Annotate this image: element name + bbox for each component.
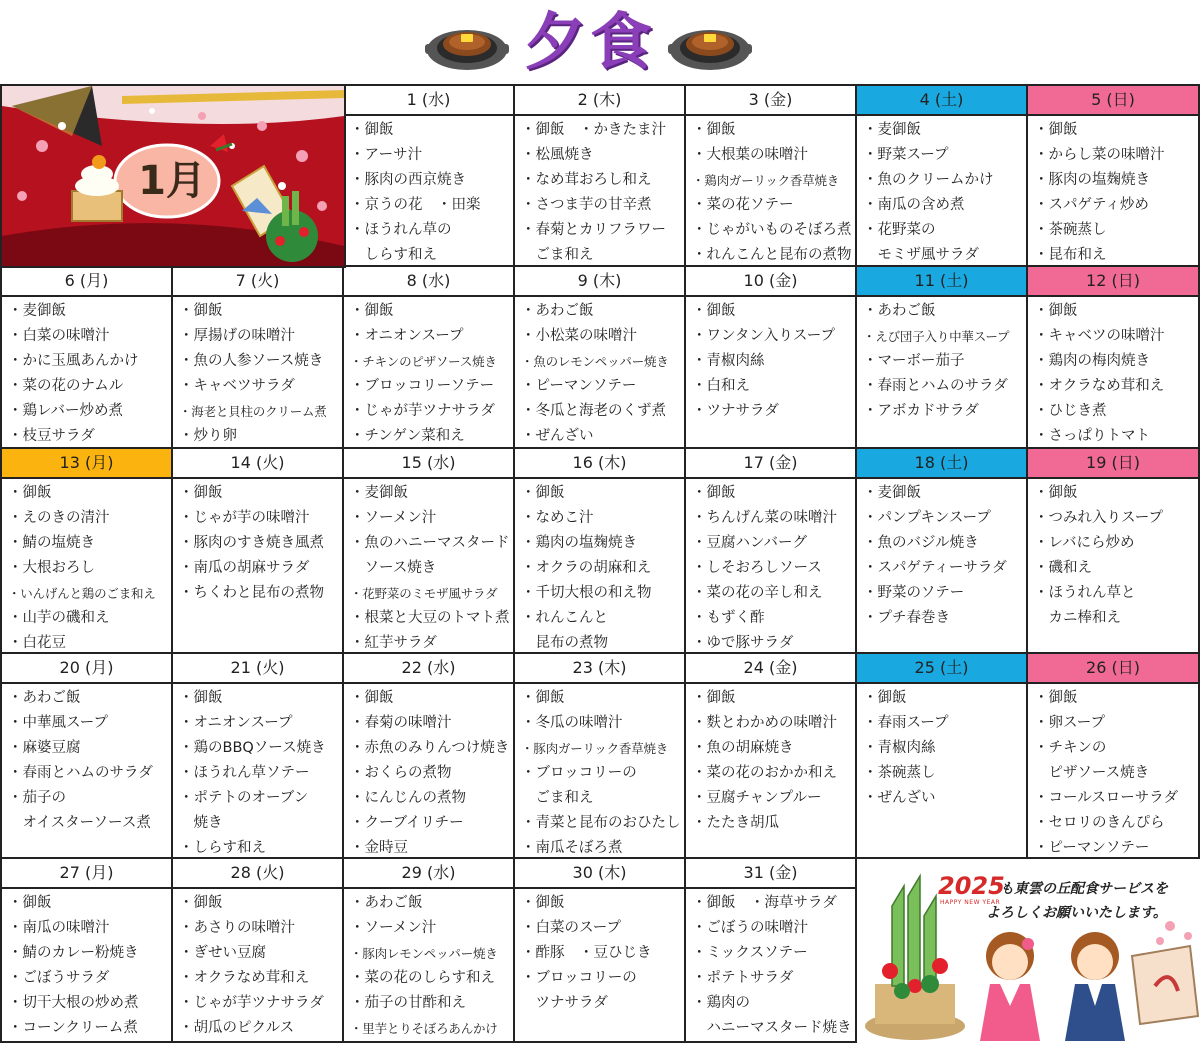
- day-header: 29 (水): [344, 859, 513, 889]
- menu-list: [686, 889, 855, 1041]
- day-header: 6 (月): [2, 267, 171, 297]
- day-header: 19 (日): [1028, 449, 1198, 479]
- greeting-message-line1: も東雲の丘配食サービスを: [1000, 881, 1168, 897]
- menu-item: ・麦御飯: [863, 122, 921, 138]
- menu-item: ・野菜のソテー: [863, 585, 965, 601]
- day-cell: [686, 449, 857, 654]
- day-cell: [2, 449, 173, 654]
- menu-item: ・豚肉ガーリック香草焼き: [521, 741, 669, 756]
- day-header: 5 (日): [1028, 86, 1198, 116]
- menu-item: ・御飯: [1034, 485, 1078, 501]
- menu-item: ・御飯: [350, 690, 394, 706]
- menu-item: ・魚の人参ソース焼き: [179, 353, 324, 369]
- greeting-message-line2: よろしくお願いいたします。: [986, 905, 1167, 921]
- menu-item: ・あわご飯: [8, 690, 81, 706]
- day-header: 27 (月): [2, 859, 171, 889]
- menu-item: ・ゆで豚サラダ: [692, 635, 794, 651]
- menu-item: ・なめ茸おろし和え: [521, 172, 652, 188]
- menu-item: ハニーマスタード焼き: [692, 1020, 852, 1036]
- menu-item: カニ棒和え: [1034, 610, 1121, 626]
- month-label: 1月: [138, 158, 206, 204]
- menu-item: ・御飯 ・かきたま汁: [521, 122, 666, 138]
- menu-item: ・麦御飯: [8, 303, 66, 319]
- menu-item: ・御飯: [692, 690, 736, 706]
- menu-item: ・たたき胡瓜: [692, 815, 779, 831]
- day-cell: [686, 859, 857, 1043]
- menu-item: ・ソーメン汁: [350, 510, 437, 526]
- menu-item: ・もずく酢: [692, 610, 765, 626]
- menu-item: ・おくらの煮物: [350, 765, 452, 781]
- menu-list: [1028, 297, 1198, 449]
- menu-item: ・枝豆サラダ: [8, 428, 95, 444]
- day-header: 9 (木): [515, 267, 684, 297]
- day-header: 17 (金): [686, 449, 855, 479]
- menu-item: ・花野菜の: [863, 222, 936, 238]
- menu-item: ・昆布和え: [1034, 247, 1107, 263]
- menu-item: ・れんこんと: [521, 610, 608, 626]
- menu-item: ・根菜と大豆のトマト煮: [350, 610, 510, 626]
- menu-item: ・白菜のスープ: [521, 920, 622, 936]
- menu-item: ・ごぼうの味噌汁: [692, 920, 808, 936]
- menu-item: ・大根葉の味噌汁: [692, 147, 808, 163]
- menu-list: [173, 684, 342, 859]
- menu-item: ・ピーマンソテー: [1034, 840, 1150, 856]
- menu-item: ・オクラなめ茸和え: [179, 970, 310, 986]
- day-header: 7 (火): [173, 267, 342, 297]
- menu-item: ・茶碗蒸し: [863, 765, 936, 781]
- menu-item: ・豚肉レモンペッパー焼き: [350, 946, 498, 961]
- menu-item: ・菜の花のナムル: [8, 378, 124, 394]
- menu-item: ・プチ春巻き: [863, 610, 950, 626]
- day-header: 16 (木): [515, 449, 684, 479]
- menu-item: ・いんげんと鶏のごま和え: [8, 586, 156, 601]
- menu-item: ・卵スープ: [1034, 715, 1106, 731]
- day-cell: [857, 449, 1028, 654]
- menu-item: ・アボカドサラダ: [863, 403, 979, 419]
- menu-item: ・南瓜の含め煮: [863, 197, 965, 213]
- day-cell: [173, 449, 344, 654]
- day-cell: [2, 654, 173, 859]
- day-cell: [686, 86, 857, 267]
- day-cell: [515, 86, 686, 267]
- day-header: 14 (火): [173, 449, 342, 479]
- menu-item: ・御飯 ・海草サラダ: [692, 895, 837, 911]
- menu-item: 焼き: [179, 815, 223, 831]
- menu-item: ・春雨とハムのサラダ: [863, 378, 1008, 394]
- menu-item: ・コールスローサラダ: [1034, 790, 1179, 806]
- day-header: 8 (水): [344, 267, 513, 297]
- menu-item: ・ほうれん草ソテー: [179, 765, 310, 781]
- day-header: 2 (木): [515, 86, 684, 116]
- menu-item: ・あわご飯: [350, 895, 423, 911]
- menu-item: ・ブロッコリーの: [521, 765, 637, 781]
- menu-item: ・山芋の磯和え: [8, 610, 110, 626]
- menu-item: ・さっぱりトマト: [1034, 428, 1150, 444]
- menu-item: ・茄子の: [8, 790, 66, 806]
- menu-item: ・魚のレモンペッパー焼き: [521, 354, 669, 369]
- menu-item: ・オクラの胡麻和え: [521, 560, 652, 576]
- menu-item: ・なめこ汁: [521, 510, 594, 526]
- menu-item: ・キャベツの味噌汁: [1034, 328, 1165, 344]
- menu-list: [344, 297, 513, 449]
- menu-list: [515, 297, 684, 449]
- menu-list: [344, 116, 513, 267]
- menu-item: ・ポテトのオーブン: [179, 790, 309, 806]
- menu-item: ・鶏のBBQソース焼き: [179, 740, 326, 756]
- menu-item: ・スパゲティ炒め: [1034, 197, 1149, 213]
- menu-item: ・菜の花のおかか和え: [692, 765, 837, 781]
- day-header: 15 (水): [344, 449, 513, 479]
- day-cell: [344, 654, 515, 859]
- menu-item: ・春菊の味噌汁: [350, 715, 452, 731]
- menu-list: [686, 116, 855, 267]
- menu-item: ・オニオンスープ: [179, 715, 293, 731]
- menu-item: ・白菜の味噌汁: [8, 328, 110, 344]
- menu-item: ・魚のクリームかけ: [863, 172, 994, 188]
- menu-item: ・春雨とハムのサラダ: [8, 765, 153, 781]
- menu-item: ・ツナサラダ: [692, 403, 779, 419]
- day-cell: [173, 267, 344, 449]
- menu-item: ・海老と貝柱のクリーム煮: [179, 404, 327, 419]
- menu-item: ・里芋とりそぼろあんかけ: [350, 1021, 498, 1036]
- menu-item: ・豆腐チャンプルー: [692, 790, 822, 806]
- menu-item: ・アーサ汁: [350, 147, 423, 163]
- day-header: 25 (土): [857, 654, 1026, 684]
- menu-item: ・あさりの味噌汁: [179, 920, 295, 936]
- day-cell: [344, 859, 515, 1043]
- menu-item: ・チンゲン菜和え: [350, 428, 465, 444]
- menu-list: [515, 684, 684, 859]
- menu-item: ・さつま芋の甘辛煮: [521, 197, 652, 213]
- menu-item: ・あわご飯: [863, 303, 936, 319]
- menu-item: ・御飯: [863, 690, 907, 706]
- day-cell: [344, 267, 515, 449]
- day-cell: [857, 654, 1028, 859]
- menu-item: ・御飯: [350, 122, 394, 138]
- day-header: 21 (火): [173, 654, 342, 684]
- menu-item: ・菜の花ソテー: [692, 197, 794, 213]
- menu-item: ・冬瓜の味噌汁: [521, 715, 623, 731]
- menu-item: しらす和え: [350, 247, 437, 263]
- day-cell: [857, 86, 1028, 267]
- menu-item: ・御飯: [179, 895, 223, 911]
- menu-item: ・麦御飯: [863, 485, 921, 501]
- menu-item: ・御飯: [692, 485, 736, 501]
- menu-list: [1028, 479, 1198, 631]
- menu-item: ・豚肉の西京焼き: [350, 172, 466, 188]
- day-header: 11 (土): [857, 267, 1026, 297]
- menu-item: ・じゃが芋の味噌汁: [179, 510, 310, 526]
- menu-item: ・パンプキンスープ: [863, 510, 991, 526]
- menu-item: ・つみれ入りスープ: [1034, 510, 1164, 526]
- menu-item: ・御飯: [8, 895, 52, 911]
- menu-item: ・野菜スープ: [863, 147, 949, 163]
- day-header: 18 (土): [857, 449, 1026, 479]
- menu-item: ・御飯: [521, 485, 565, 501]
- menu-item: ・金時豆: [350, 840, 408, 856]
- menu-item: ・かに玉風あんかけ: [8, 353, 139, 369]
- menu-item: ・磯和え: [1034, 560, 1092, 576]
- menu-item: ・じゃがいものそぼろ煮: [692, 222, 852, 238]
- menu-item: ソース焼き: [350, 560, 437, 576]
- menu-item: ・ぎせい豆腐: [179, 945, 266, 961]
- day-cell: [686, 654, 857, 859]
- menu-list: [515, 479, 684, 654]
- menu-item: ・ごぼうサラダ: [8, 970, 110, 986]
- menu-item: ・花野菜のミモザ風サラダ: [350, 586, 498, 601]
- menu-item: ・ソーメン汁: [350, 920, 437, 936]
- menu-item: ・チキンのピザソース焼き: [350, 354, 497, 369]
- menu-list: [686, 479, 855, 654]
- menu-item: ・厚揚げの味噌汁: [179, 328, 295, 344]
- day-header: 24 (金): [686, 654, 855, 684]
- menu-list: [1028, 116, 1198, 267]
- greeting-year: 2025: [938, 872, 1005, 900]
- menu-item: ・青椒肉絲: [692, 353, 765, 369]
- menu-item: ・鶏肉ガーリック香草焼き: [692, 173, 840, 188]
- menu-list: [2, 479, 171, 654]
- menu-item: ・豚肉の塩麹焼き: [1034, 172, 1150, 188]
- menu-item: ・にんじんの煮物: [350, 790, 466, 806]
- menu-item: 昆布の煮物: [521, 635, 608, 651]
- menu-item: ・白和え: [692, 378, 750, 394]
- menu-item: ・キャベツサラダ: [179, 378, 295, 394]
- menu-item: オイスターソース煮: [8, 815, 151, 831]
- menu-item: ・炒り卵: [179, 428, 237, 444]
- menu-item: ・ミックスソテー: [692, 945, 808, 961]
- menu-item: ・ほうれん草の: [350, 222, 452, 238]
- menu-item: ・春菊とカリフラワー: [521, 222, 666, 238]
- menu-item: ・麩とわかめの味噌汁: [692, 715, 837, 731]
- day-cell: [1028, 86, 1200, 267]
- menu-item: ・麻婆豆腐: [8, 740, 81, 756]
- menu-item: ・レバにら炒め: [1034, 535, 1135, 551]
- menu-item: ・鶏肉の梅肉焼き: [1034, 353, 1150, 369]
- menu-list: [344, 684, 513, 859]
- menu-item: ・御飯: [1034, 303, 1078, 319]
- menu-item: ・れんこんと昆布の煮物: [692, 247, 852, 263]
- menu-list: [686, 297, 855, 424]
- menu-item: ・御飯: [521, 690, 565, 706]
- menu-item: ・ブロッコリーソテー: [350, 378, 495, 394]
- menu-item: ・京うの花 ・田楽: [350, 197, 481, 213]
- menu-item: ・御飯: [179, 303, 223, 319]
- menu-item: ・白花豆: [8, 635, 66, 651]
- menu-item: ・クーブイリチー: [350, 815, 464, 831]
- menu-item: ・御飯: [179, 485, 223, 501]
- day-header: 13 (月): [2, 449, 171, 479]
- day-header: 23 (木): [515, 654, 684, 684]
- menu-item: ・南瓜の味噌汁: [8, 920, 110, 936]
- day-header: 20 (月): [2, 654, 171, 684]
- greeting-happy-new-year: HAPPY NEW YEAR: [940, 899, 1001, 906]
- menu-item: ・御飯: [1034, 122, 1078, 138]
- menu-item: ・ひじき煮: [1034, 403, 1107, 419]
- menu-list: [173, 889, 342, 1041]
- menu-item: ・セロリのきんぴら: [1034, 815, 1165, 831]
- menu-item: モミザ風サラダ: [863, 247, 979, 263]
- menu-item: ・からし菜の味噌汁: [1034, 147, 1165, 163]
- menu-item: ・南瓜そぼろ煮: [521, 840, 623, 856]
- day-header: 3 (金): [686, 86, 855, 116]
- day-header: 10 (金): [686, 267, 855, 297]
- menu-item: ・千切大根の和え物: [521, 585, 652, 601]
- steak-plate-icon: [425, 20, 509, 72]
- day-header: 26 (日): [1028, 654, 1198, 684]
- header: [0, 0, 1200, 84]
- day-cell: [344, 86, 515, 267]
- menu-item: ツナサラダ: [521, 995, 608, 1011]
- menu-list: [1028, 684, 1198, 859]
- menu-item: ・ピーマンソテー: [521, 378, 637, 394]
- menu-item: ・御飯: [521, 895, 565, 911]
- menu-item: ・鶏レバー炒め煮: [8, 403, 123, 419]
- menu-list: [515, 116, 684, 267]
- menu-list: [686, 684, 855, 836]
- menu-item: ・赤魚のみりんつけ焼き: [350, 740, 510, 756]
- day-cell: [857, 267, 1028, 449]
- day-cell: [515, 654, 686, 859]
- page-title: 夕食: [523, 5, 656, 78]
- menu-list: [515, 889, 684, 1016]
- menu-item: ・しそおろしソース: [692, 560, 822, 576]
- day-cell: [1028, 267, 1200, 449]
- menu-list: [173, 479, 342, 606]
- menu-item: ・ほうれん草と: [1034, 585, 1136, 601]
- menu-item: ・魚の胡麻焼き: [692, 740, 794, 756]
- menu-item: ・青菜と昆布のおひたし: [521, 815, 681, 831]
- menu-item: ・魚のバジル焼き: [863, 535, 979, 551]
- menu-item: ・魚のハニーマスタード: [350, 535, 510, 551]
- menu-item: ごま和え: [521, 247, 594, 263]
- menu-list: [173, 297, 342, 449]
- menu-item: ・ちくわと昆布の煮物: [179, 585, 324, 601]
- menu-list: [857, 684, 1026, 811]
- menu-item: ピザソース焼き: [1034, 765, 1150, 781]
- day-cell: [686, 267, 857, 449]
- menu-item: ・南瓜の胡麻サラダ: [179, 560, 310, 576]
- menu-item: ・茶碗蒸し: [1034, 222, 1107, 238]
- menu-item: ・あわご飯: [521, 303, 594, 319]
- day-cell: [515, 449, 686, 654]
- menu-item: ・オニオンスープ: [350, 328, 464, 344]
- menu-item: ・オクラなめ茸和え: [1034, 378, 1165, 394]
- day-header: 28 (火): [173, 859, 342, 889]
- menu-item: ・冬瓜と海老のくず煮: [521, 403, 666, 419]
- menu-item: ・ちんげん菜の味噌汁: [692, 510, 837, 526]
- menu-item: ・菜の花のしらす和え: [350, 970, 495, 986]
- menu-item: ・青椒肉絲: [863, 740, 936, 756]
- menu-item: ・ぜんざい: [521, 428, 594, 444]
- menu-item: ・春雨スープ: [863, 715, 949, 731]
- menu-item: ・じゃが芋ツナサラダ: [179, 995, 324, 1011]
- new-year-banner: [2, 86, 346, 268]
- day-cell: [1028, 654, 1200, 859]
- menu-item: ごま和え: [521, 790, 594, 806]
- day-cell: [1028, 449, 1200, 654]
- menu-item: ・えび団子入り中華スープ: [863, 329, 1010, 344]
- menu-item: ・豚肉のすき焼き風煮: [179, 535, 324, 551]
- menu-item: ・スパゲティーサラダ: [863, 560, 1007, 576]
- steak-plate-icon: [668, 20, 752, 72]
- menu-item: ・鶏肉の: [692, 995, 750, 1011]
- menu-item: ・チキンの: [1034, 740, 1107, 756]
- menu-list: [2, 297, 171, 449]
- menu-item: ・麦御飯: [350, 485, 408, 501]
- day-header: 4 (土): [857, 86, 1026, 116]
- menu-item: ・鶏肉の塩麹焼き: [521, 535, 637, 551]
- menu-item: ・御飯: [179, 690, 223, 706]
- menu-item: ・胡瓜のピクルス: [179, 1020, 295, 1036]
- menu-list: [344, 889, 513, 1041]
- calendar-grid: [0, 84, 1200, 1043]
- menu-item: ・紅芋サラダ: [350, 635, 437, 651]
- menu-item: ・御飯: [692, 122, 736, 138]
- day-header: 30 (木): [515, 859, 684, 889]
- menu-item: ・鯖の塩焼き: [8, 535, 95, 551]
- menu-item: ・ぜんざい: [863, 790, 936, 806]
- menu-list: [857, 297, 1026, 424]
- menu-item: ・松風焼き: [521, 147, 594, 163]
- menu-item: ・中華風スープ: [8, 715, 109, 731]
- day-cell: [344, 449, 515, 654]
- menu-item: ・ブロッコリーの: [521, 970, 637, 986]
- menu-item: ・豆腐ハンバーグ: [692, 535, 807, 551]
- new-year-greeting: [860, 866, 1200, 1045]
- day-cell: [2, 267, 173, 449]
- menu-item: ・酢豚 ・豆ひじき: [521, 945, 652, 961]
- day-header: 31 (金): [686, 859, 855, 889]
- menu-item: ・小松菜の味噌汁: [521, 328, 637, 344]
- menu-item: ・御飯: [350, 303, 394, 319]
- day-header: 22 (水): [344, 654, 513, 684]
- menu-item: ・御飯: [1034, 690, 1078, 706]
- menu-item: ・マーボー茄子: [863, 353, 965, 369]
- day-header: 1 (水): [344, 86, 513, 116]
- menu-item: ・えのきの清汁: [8, 510, 110, 526]
- menu-item: ・鯖のカレー粉焼き: [8, 945, 139, 961]
- day-cell: [2, 859, 173, 1043]
- menu-item: ・コーンクリーム煮: [8, 1020, 138, 1036]
- day-cell: [515, 267, 686, 449]
- menu-list: [2, 684, 171, 836]
- day-cell: [515, 859, 686, 1043]
- day-cell: [173, 859, 344, 1043]
- menu-list: [857, 479, 1026, 631]
- menu-item: ・御飯: [692, 303, 736, 319]
- day-cell: [173, 654, 344, 859]
- menu-item: ・切干大根の炒め煮: [8, 995, 139, 1011]
- menu-item: ・ワンタン入りスープ: [692, 328, 835, 344]
- menu-item: ・ポテトサラダ: [692, 970, 794, 986]
- menu-item: ・しらす和え: [179, 840, 266, 856]
- menu-item: ・茄子の甘酢和え: [350, 995, 466, 1011]
- menu-list: [344, 479, 513, 654]
- day-header: 12 (日): [1028, 267, 1198, 297]
- menu-item: ・菜の花の辛し和え: [692, 585, 823, 601]
- menu-item: ・御飯: [8, 485, 52, 501]
- menu-list: [857, 116, 1026, 267]
- menu-item: ・じゃが芋ツナサラダ: [350, 403, 495, 419]
- menu-list: [2, 889, 171, 1041]
- menu-item: ・大根おろし: [8, 560, 95, 576]
